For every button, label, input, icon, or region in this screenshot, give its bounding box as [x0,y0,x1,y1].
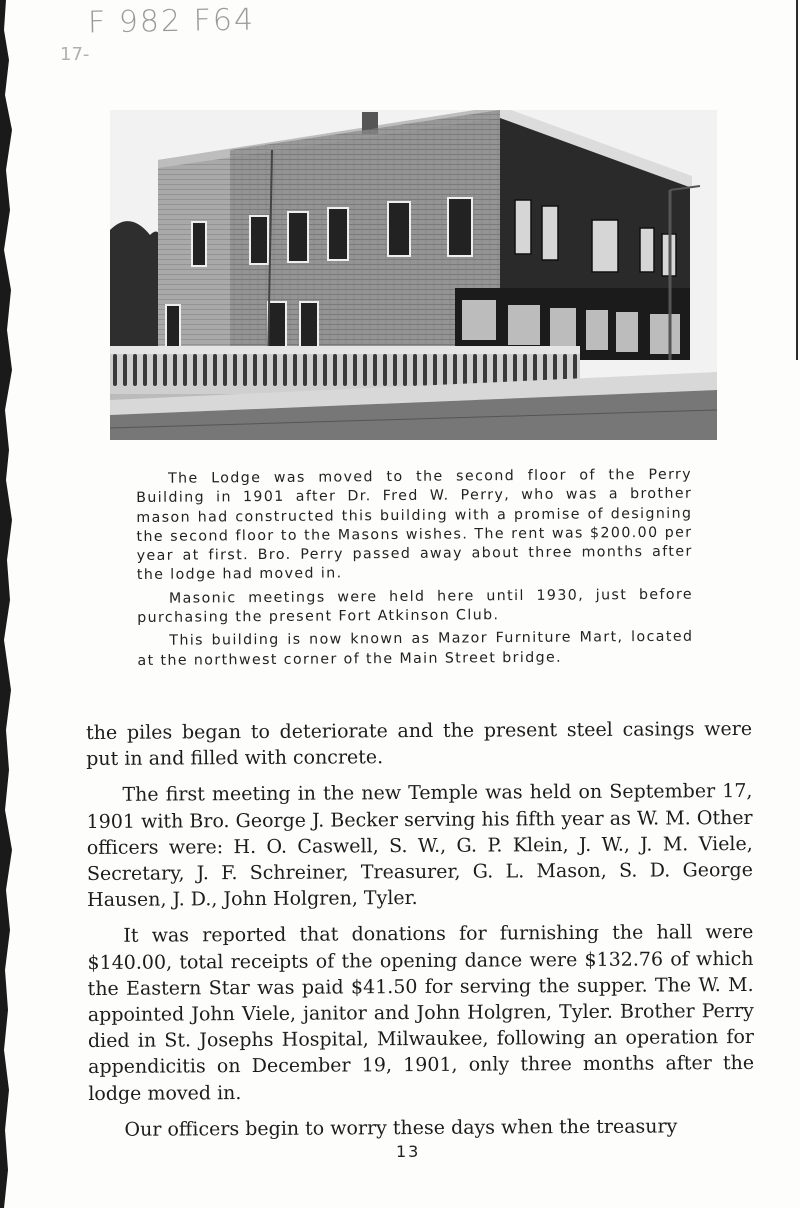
page-number: 13 [396,1142,421,1161]
handwritten-call-number: F 982 F64 [87,2,256,41]
handwritten-mark: 17- [60,44,90,65]
caption-paragraph: The Lodge was moved to the second floor of the Perry Building in 1901 after Dr. Fred W. Perry, who was a brother mason had constructed this building with a promise of designing the second floor to the Masons wishes. The rent was $200.00 per year at first. Bro. Perry passed away about three months after the lodge had moved in. [136,466,693,584]
body-paragraph-continuation: the piles began to deteriorate and the present steel casings were put in and filled with concrete. [86,717,753,771]
page-border-right [796,0,798,360]
caption-paragraph: Masonic meetings were held here until 1930, just before purchasing the present Fort Atkinson Club. [137,586,694,627]
body-paragraph: It was reported that donations for furnishing the hall were $140.00, total receipts of the opening dance were $132.76 of which the Eastern Star was paid $41.50 for serving the supper. The W. M. appointed John Viele, janitor and John Holgren, Tyler. Brother Perry died in St. Josephs Hospital, Milwaukee, following an operation for appendicitis on December 19, 1901, only three months after the lodge moved in. [87,921,755,1105]
torn-page-edge [0,0,18,1208]
body-paragraph: Our officers begin to worry these days when the treasury [124,1115,678,1141]
perry-building-photo [110,110,717,440]
body-text [86,716,755,1153]
caption-paragraph: This building is now known as Mazor Furniture Mart, located at the northwest corner of the Main Street bridge. [137,629,694,669]
body-paragraph: The first meeting in the new Temple was held on September 17, 1901 with Bro. George J. Becker serving his fifth year as W. M. Other officers were: H. O. Caswell, S. W., G. P. Klein, J. W., J. M. Viele, Secretary, J. F. Schreiner, Treasurer, G. L. Mason, S. D. George Hausen, J. D., John Holgren, Tyler. [86,780,753,912]
photo-caption [136,466,694,675]
